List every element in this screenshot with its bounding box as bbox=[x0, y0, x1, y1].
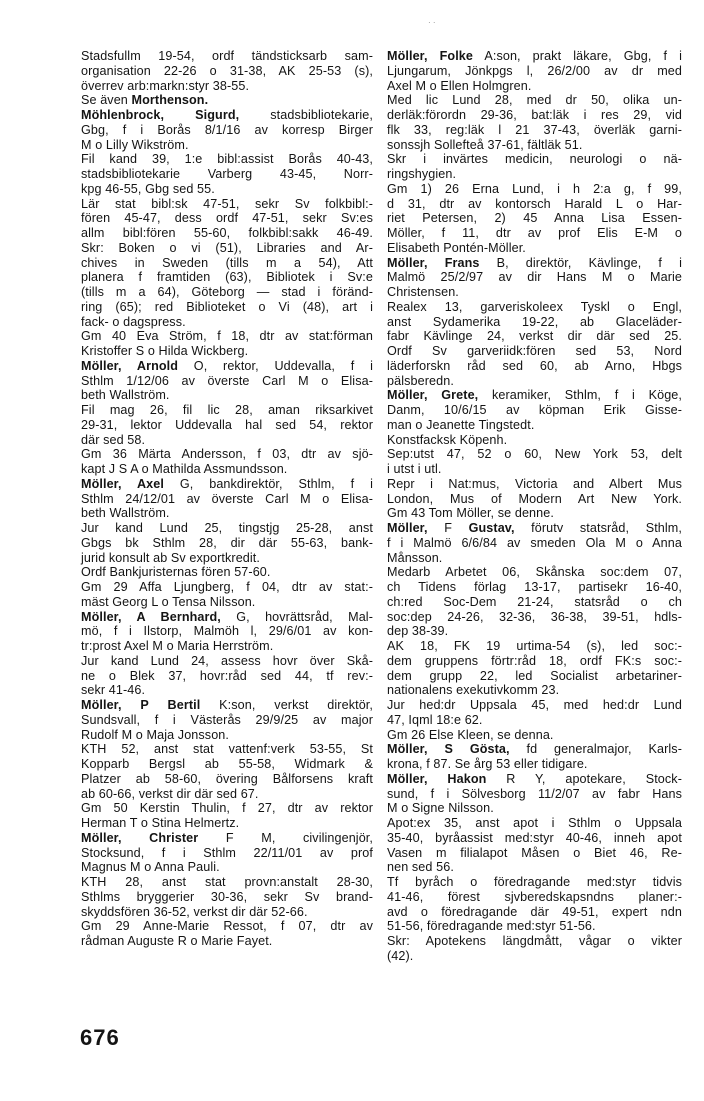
entry-text: beth Wallström. bbox=[81, 388, 170, 403]
text-line bbox=[387, 772, 682, 787]
entry-text: dep 38-39. bbox=[387, 624, 449, 639]
text-line bbox=[387, 374, 682, 389]
entry-text: överrev arb:markn:styr 38-55. bbox=[81, 78, 250, 93]
text-line bbox=[387, 418, 682, 433]
entry-text: fabr Kävlinge 24, verkst dir där sed 25. bbox=[387, 329, 682, 344]
entry-text: Jur kand Lund 25, tingstjg 25-28, anst bbox=[81, 521, 373, 535]
text-line bbox=[81, 875, 373, 890]
entry-text: riet Petersen, 2) 45 Anna Lisa Essen- bbox=[387, 211, 682, 226]
entry-text: Repr i Nat:mus, Victoria and Albert Mus bbox=[387, 476, 682, 491]
text-line bbox=[387, 860, 682, 875]
entry-text: Christensen. bbox=[387, 285, 459, 299]
text-line bbox=[387, 728, 682, 743]
text-line bbox=[81, 79, 373, 94]
entry-text: sekr 41-46. bbox=[81, 683, 146, 698]
entry-text: Lär stat bibl:sk 47-51, sekr Sv folkbibl:- bbox=[81, 196, 373, 211]
entry-name: Möller, Hakon bbox=[387, 771, 487, 786]
entry-text: Sthlm 24/12/01 av överste Carl M o Elisa- bbox=[81, 491, 373, 506]
entry-text: ch Tidens förlag 13-17, partisekr 16-40, bbox=[387, 580, 682, 594]
text-line bbox=[81, 49, 373, 64]
text-line bbox=[81, 742, 373, 757]
text-line bbox=[81, 713, 373, 728]
text-line bbox=[387, 742, 682, 757]
entry-text: sund, f i Sölvesborg 11/2/07 av fabr Hans bbox=[387, 786, 682, 801]
entry-text: Rudolf M o Maja Jonsson. bbox=[81, 727, 229, 742]
entry-text: nen sed 56. bbox=[387, 860, 454, 875]
text-line bbox=[81, 108, 373, 123]
entry-text: Jur hed:dr Uppsala 45, med hed:dr Lund bbox=[387, 698, 682, 712]
text-line bbox=[387, 698, 682, 713]
text-line bbox=[81, 433, 373, 448]
text-line bbox=[81, 787, 373, 802]
text-line bbox=[81, 654, 373, 669]
entry-name: Möller, A Bernhard, bbox=[81, 609, 221, 624]
text-line bbox=[387, 536, 682, 551]
text-line bbox=[81, 919, 373, 934]
text-line bbox=[81, 123, 373, 138]
entry-text: Sundsvall, f i Västerås 29/9/25 av major bbox=[81, 712, 373, 727]
entry-text: Sthlms bryggerier 30-36, sekr Sv brand- bbox=[81, 889, 373, 904]
entry-text: Möller, f 11, dtr av prof Elis E-M o bbox=[387, 226, 682, 240]
entry-text: Skr: Apotekens längdmått, vågar o vikter bbox=[387, 934, 682, 948]
text-line bbox=[81, 624, 373, 639]
text-line bbox=[387, 580, 682, 595]
entry-text: O, rektor, Uddevalla, f i bbox=[178, 358, 373, 373]
entry-text: 51-56, föredragande med:styr 51-56. bbox=[387, 919, 596, 934]
text-line bbox=[81, 610, 373, 625]
entry-text: läderforskn råd sed 60, ab Arno, Hbgs bbox=[387, 358, 682, 373]
text-line bbox=[81, 285, 373, 300]
entry-text: rådman Auguste R o Marie Fayet. bbox=[81, 934, 273, 948]
entry-text: sonssjh Sollefteå 37-61, fältläk 51. bbox=[387, 137, 583, 152]
text-line bbox=[81, 698, 373, 713]
text-line bbox=[387, 477, 682, 492]
entry-text: Gm 29 Anne-Marie Ressot, f 07, dtr av bbox=[81, 919, 373, 934]
entry-text: G, hovrättsråd, Mal- bbox=[220, 609, 373, 624]
entry-text: Gm 29 Affa Ljungberg, f 04, dtr av stat:- bbox=[81, 580, 373, 594]
text-line bbox=[387, 801, 682, 816]
text-line bbox=[387, 315, 682, 330]
entry-text: Sthlm 1/12/06 av överste Carl M o Elisa- bbox=[81, 373, 373, 388]
right-column bbox=[387, 49, 682, 964]
text-line bbox=[387, 875, 682, 890]
text-line bbox=[81, 152, 373, 167]
text-line bbox=[387, 787, 682, 802]
text-line bbox=[81, 905, 373, 920]
text-line bbox=[81, 197, 373, 212]
entry-text: organisation 22-26 o 31-38, AK 25-53 (s), bbox=[81, 63, 373, 78]
text-line bbox=[81, 182, 373, 197]
entry-name: Möller, Grete, bbox=[387, 388, 479, 403]
entry-text: Stocksund, f i Sthlm 22/11/01 av prof bbox=[81, 845, 373, 860]
text-line bbox=[387, 713, 682, 728]
entry-text: pälsberedn. bbox=[387, 373, 454, 388]
entry-text: avd o föredragande där 49-51, expert ndn bbox=[387, 904, 682, 919]
text-line bbox=[387, 565, 682, 580]
text-line bbox=[81, 816, 373, 831]
text-line bbox=[81, 256, 373, 271]
entry-text: Gm 50 Kerstin Thulin, f 27, dtr av rektor bbox=[81, 801, 373, 816]
entry-text: (42). bbox=[387, 948, 414, 963]
entry-text: Vasen m filialapot Måsen o Biet 46, Re- bbox=[387, 845, 682, 860]
text-line bbox=[81, 477, 373, 492]
text-line bbox=[387, 669, 682, 684]
entry-text: Herman T o Stina Helmertz. bbox=[81, 816, 240, 830]
entry-text: förutv statsråd, Sthlm, bbox=[514, 521, 682, 535]
text-line bbox=[81, 403, 373, 418]
text-line bbox=[81, 167, 373, 182]
entry-text: Axel M o Ellen Holmgren. bbox=[387, 78, 532, 93]
text-line bbox=[387, 846, 682, 861]
entry-text: Fil mag 26, fil lic 28, aman riksarkivet bbox=[81, 403, 373, 417]
entry-text: R Y, apotekare, Stock- bbox=[486, 771, 682, 786]
entry-text: 47, Iqml 18:e 62. bbox=[387, 712, 483, 727]
entry-text: Ordf Bankjuristernas fören 57-60. bbox=[81, 565, 271, 580]
text-line bbox=[81, 595, 373, 610]
text-line bbox=[81, 683, 373, 698]
entry-text: Gm 1) 26 Erna Lund, i h 2:a g, f 99, bbox=[387, 181, 682, 196]
entry-text: flk 33, reg:läk l 21 37-43, överläk garni- bbox=[387, 122, 682, 137]
entry-text: M o Signe Nilsson. bbox=[387, 801, 494, 816]
text-line bbox=[81, 801, 373, 816]
entry-text: Gbg, f i Borås 8/1/16 av korresp Birger bbox=[81, 122, 373, 137]
entry-text: AK 18, FK 19 urtima-54 (s), led soc:- bbox=[387, 639, 682, 653]
entry-text: där sed 58. bbox=[81, 432, 146, 447]
text-line bbox=[387, 595, 682, 610]
entry-text: tr:prost Axel M o Maria Herrström. bbox=[81, 639, 274, 653]
entry-text: skyddsfören 36-52, verkst dir där 52-66. bbox=[81, 904, 308, 919]
text-line bbox=[387, 831, 682, 846]
text-line bbox=[387, 551, 682, 566]
entry-text: kapt J S A o Mathilda Assmundsson. bbox=[81, 462, 288, 476]
entry-text: Tf byråch o föredragande med:styr tidvis bbox=[387, 875, 682, 889]
entry-text: derläk:förordn 29-36, bat:läk i res 29, vid bbox=[387, 108, 682, 122]
entry-text: Realex 13, garveriskoleex Tyskl o Engl, bbox=[387, 299, 682, 314]
entry-text: Gm 40 Eva Ström, f 18, dtr av stat:förman bbox=[81, 329, 373, 344]
entry-text: anst Sydamerika 19-22, ab Glaceläder- bbox=[387, 314, 682, 329]
entry-text: Månsson. bbox=[387, 550, 443, 565]
text-line bbox=[387, 624, 682, 639]
entry-text: A:son, prakt läkare, Gbg, f i bbox=[473, 49, 682, 63]
entry-text: Ljungarum, Jönkpgs l, 26/2/00 av dr med bbox=[387, 63, 682, 78]
text-line bbox=[387, 639, 682, 654]
entry-text: 29-31, lektor Uddevalla hal sed 54, rektor bbox=[81, 417, 373, 432]
entry-text: allm bibl:fören 55-60, folkbibl:sakk 46-49. bbox=[81, 226, 373, 240]
entry-text: Kopparb Bergsl ab 55-58, Widmark & bbox=[81, 757, 373, 771]
entry-text: 41-46, förest sjvberedskapsndns planer:- bbox=[387, 889, 682, 904]
entry-text: mäst Georg L o Tensa Nilsson. bbox=[81, 594, 256, 609]
entry-text: nationalens exekutivkomm 23. bbox=[387, 683, 560, 698]
text-line bbox=[387, 108, 682, 123]
text-line bbox=[387, 152, 682, 167]
text-line bbox=[387, 521, 682, 536]
entry-text: ring (65); red Biblioteket o Vi (48), art i bbox=[81, 299, 373, 314]
entry-text: Platzer ab 58-60, övering Bålforsens kraft bbox=[81, 771, 373, 786]
entry-text: Stadsfullm 19-54, ordf tändsticksarb sam- bbox=[81, 49, 373, 63]
entry-text: Malmö 25/2/97 av dir Hans M o Marie bbox=[387, 270, 682, 285]
entry-text: beth Wallström. bbox=[81, 506, 170, 521]
entry-text: i utst i utl. bbox=[387, 462, 442, 476]
entry-text: ne o Blek 37, hovr:råd sed 44, tf rev:- bbox=[81, 668, 373, 683]
entry-name: Morthenson. bbox=[131, 93, 209, 108]
text-line bbox=[387, 757, 682, 772]
text-line bbox=[81, 639, 373, 654]
text-line bbox=[387, 241, 682, 256]
entry-text: B, direktör, Kävlinge, f i bbox=[479, 255, 683, 270]
entry-name: Möhlenbrock, Sigurd, bbox=[81, 108, 240, 122]
text-line bbox=[387, 388, 682, 403]
text-line bbox=[387, 93, 682, 108]
entry-text: chives in Sweden (tills m a 54), Att bbox=[81, 255, 373, 270]
text-line bbox=[387, 79, 682, 94]
text-line bbox=[387, 300, 682, 315]
entry-name: Möller, Axel bbox=[81, 476, 164, 491]
entry-name: Möller, Frans bbox=[387, 255, 480, 270]
entry-text: fören 45-47, dess ordf 47-51, sekr Sv:es bbox=[81, 211, 373, 226]
text-line bbox=[387, 506, 682, 521]
text-line bbox=[81, 138, 373, 153]
entry-text: London, Mus of Modern Art New York. bbox=[387, 491, 682, 506]
entry-text: kpg 46-55, Gbg sed 55. bbox=[81, 181, 215, 196]
entry-text: Gm 43 Tom Möller, se denne. bbox=[387, 506, 554, 521]
text-line bbox=[387, 49, 682, 64]
text-line bbox=[81, 846, 373, 861]
text-line bbox=[387, 329, 682, 344]
entry-text: Ordf Sv garveriidk:fören sed 53, Nord bbox=[387, 344, 682, 358]
text-line bbox=[81, 211, 373, 226]
text-line bbox=[387, 256, 682, 271]
entry-text: M o Lilly Wikström. bbox=[81, 137, 189, 152]
entry-text: dem gruppens förtr:råd 18, ordf FK:s soc:- bbox=[387, 653, 682, 668]
page-number: 676 bbox=[80, 1025, 120, 1050]
text-line bbox=[81, 315, 373, 330]
entry-name: Möller, S Gösta, bbox=[387, 742, 510, 757]
entry-name: Möller, Folke bbox=[387, 49, 474, 63]
entry-text: mö, f i Ilstorp, Malmöh l, 29/6/01 av kon- bbox=[81, 624, 373, 639]
entry-text: Jur kand Lund 24, assess hovr över Skå- bbox=[81, 653, 373, 668]
entry-text: ab 60-66, verkst dir där sed 67. bbox=[81, 786, 259, 801]
entry-text: F bbox=[427, 521, 469, 535]
text-line bbox=[81, 388, 373, 403]
entry-text: f i Malmö 6/6/84 av smeden Ola M o Anna bbox=[387, 535, 682, 550]
entry-text: man o Jeanette Tingstedt. bbox=[387, 417, 535, 432]
entry-text: Med lic Lund 28, med dr 50, olika un- bbox=[387, 93, 682, 108]
text-line bbox=[81, 934, 373, 949]
text-line bbox=[387, 270, 682, 285]
entry-text: Sep:utst 47, 52 o 60, New York 53, delt bbox=[387, 447, 682, 462]
entry-text: krona, f 87. Se årg 53 eller tidigare. bbox=[387, 757, 588, 771]
text-line bbox=[81, 669, 373, 684]
text-line bbox=[387, 949, 682, 964]
text-line bbox=[81, 270, 373, 285]
text-line bbox=[81, 521, 373, 536]
text-line bbox=[81, 565, 373, 580]
entry-text: Konstfacksk Köpenh. bbox=[387, 432, 508, 447]
text-line bbox=[81, 860, 373, 875]
text-line bbox=[387, 610, 682, 625]
text-line bbox=[387, 167, 682, 182]
entry-text: Se även bbox=[81, 93, 132, 108]
entry-text: stadsbibliotekarie, bbox=[239, 108, 373, 122]
text-line bbox=[81, 506, 373, 521]
entry-text: Elisabeth Pontén-Möller. bbox=[387, 240, 526, 255]
entry-text: Danm, 10/6/15 av köpman Erik Gisse- bbox=[387, 403, 682, 417]
entry-name: Möller, bbox=[387, 521, 428, 535]
entry-text: Gm 36 Märta Andersson, f 03, dtr av sjö- bbox=[81, 447, 373, 462]
text-line bbox=[81, 374, 373, 389]
entry-text: soc:dep 24-26, 32-36, 36-38, 39-51, hdls- bbox=[387, 609, 682, 624]
entry-name: Möller, P Bertil bbox=[81, 698, 201, 712]
entry-text: Skr: Boken o vi (51), Libraries and Ar- bbox=[81, 240, 373, 255]
text-line bbox=[81, 226, 373, 241]
text-line bbox=[387, 182, 682, 197]
entry-text: d 31, dtr av kontorsch Harald L o Har- bbox=[387, 196, 682, 211]
entry-text: ch:red Soc-Dem 21-24, statsråd o ch bbox=[387, 594, 682, 609]
entry-text: F M, civilingenjör, bbox=[198, 830, 373, 845]
entry-text: G, bankdirektör, Sthlm, f i bbox=[164, 476, 373, 491]
text-line bbox=[81, 728, 373, 743]
entry-text: fd generalmajor, Karls- bbox=[509, 742, 682, 757]
entry-text: Gbgs bk Sthlm 28, dir där 55-63, bank- bbox=[81, 535, 373, 550]
entry-name: Möller, Arnold bbox=[81, 358, 179, 373]
text-line bbox=[81, 580, 373, 595]
text-line bbox=[81, 447, 373, 462]
text-line bbox=[81, 772, 373, 787]
entry-text: Skr i invärtes medicin, neurologi o nä- bbox=[387, 152, 682, 167]
entry-text: Gm 26 Else Kleen, se denna. bbox=[387, 727, 554, 742]
entry-text: Kristoffer S o Hilda Wickberg. bbox=[81, 344, 249, 358]
text-line bbox=[387, 934, 682, 949]
text-line bbox=[387, 123, 682, 138]
text-line bbox=[387, 226, 682, 241]
entry-text: (tills m a 64), Göteborg — stad i föränd- bbox=[81, 285, 373, 299]
entry-text: stadsbibliotekarie Varberg 43-45, Norr- bbox=[81, 167, 373, 181]
text-line bbox=[81, 462, 373, 477]
text-line bbox=[387, 492, 682, 507]
entry-name: Gustav, bbox=[468, 521, 515, 535]
text-line bbox=[81, 536, 373, 551]
text-line bbox=[81, 64, 373, 79]
entry-text: keramiker, Sthlm, f i Köge, bbox=[478, 388, 683, 403]
entry-text: KTH 52, anst stat vattenf:verk 53-55, St bbox=[81, 742, 373, 757]
text-line bbox=[81, 492, 373, 507]
text-line bbox=[387, 359, 682, 374]
text-line bbox=[387, 654, 682, 669]
text-line bbox=[81, 93, 373, 108]
entry-text: jurid konsult ab Sv exportkredit. bbox=[81, 550, 260, 565]
text-line bbox=[81, 344, 373, 359]
text-line bbox=[387, 890, 682, 905]
entry-text: fack- o dagspress. bbox=[81, 314, 186, 329]
entry-text: Apot:ex 35, anst apot i Sthlm o Uppsala bbox=[387, 816, 682, 830]
text-line bbox=[81, 241, 373, 256]
text-line bbox=[387, 683, 682, 698]
text-line bbox=[81, 300, 373, 315]
text-line bbox=[387, 211, 682, 226]
text-line bbox=[81, 329, 373, 344]
text-line bbox=[387, 285, 682, 300]
text-line bbox=[387, 816, 682, 831]
scan-speck: · · bbox=[428, 18, 436, 27]
entry-text: 35-40, byråassist med:styr 40-46, inneh apot bbox=[387, 830, 682, 845]
entry-text: Magnus M o Anna Pauli. bbox=[81, 860, 220, 875]
text-line bbox=[387, 403, 682, 418]
entry-text: planera f framtiden (63), Bibliotek i Sv:e bbox=[81, 270, 373, 285]
entry-text: dem grupp 22, led Socialist arbetariner- bbox=[387, 668, 682, 683]
text-line bbox=[387, 138, 682, 153]
text-line bbox=[387, 447, 682, 462]
text-line bbox=[387, 462, 682, 477]
left-column bbox=[81, 49, 373, 949]
text-line bbox=[387, 905, 682, 920]
text-line bbox=[387, 344, 682, 359]
entry-text: Medarb Arbetet 06, Skånska soc:dem 07, bbox=[387, 565, 682, 580]
text-line bbox=[81, 551, 373, 566]
text-line bbox=[387, 919, 682, 934]
text-line bbox=[81, 359, 373, 374]
entry-text: K:son, verkst direktör, bbox=[200, 698, 374, 712]
text-line bbox=[387, 197, 682, 212]
text-line bbox=[81, 890, 373, 905]
text-line bbox=[81, 831, 373, 846]
entry-text: KTH 28, anst stat provn:anstalt 28-30, bbox=[81, 875, 373, 889]
entry-name: Möller, Christer bbox=[81, 830, 199, 845]
text-line bbox=[387, 64, 682, 79]
text-line bbox=[387, 433, 682, 448]
entry-text: Fil kand 39, 1:e bibl:assist Borås 40-43, bbox=[81, 152, 373, 167]
text-line bbox=[81, 418, 373, 433]
entry-text: ringshygien. bbox=[387, 167, 457, 181]
text-line bbox=[81, 757, 373, 772]
